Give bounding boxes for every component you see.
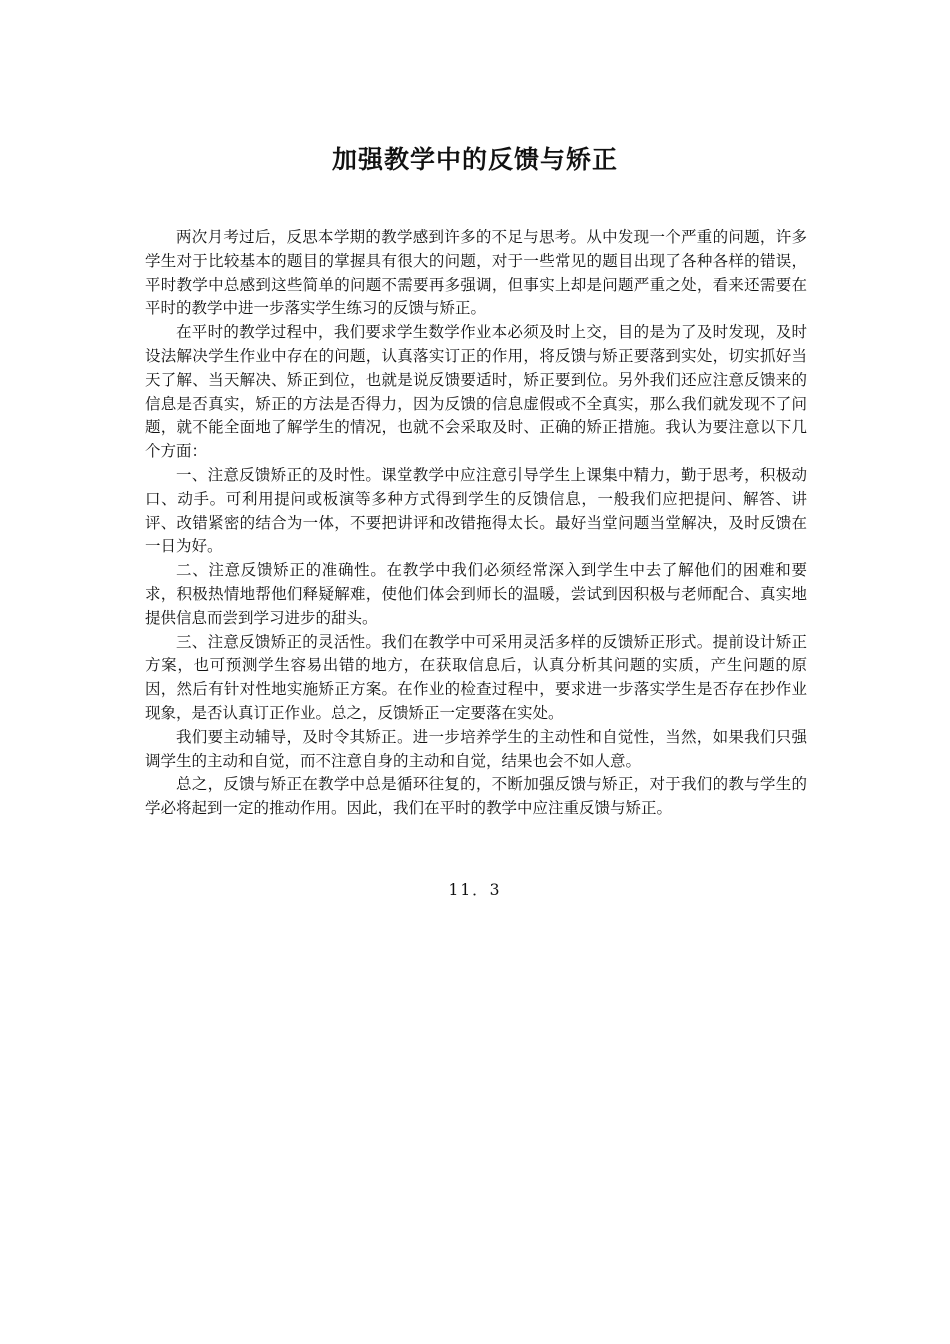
document-body bbox=[145, 226, 807, 821]
paragraph-guidance: 我们要主动辅导，及时令其矫正。进一步培养学生的主动性和自觉性，当然，如果我们只强调学生的主动和自觉，而不注意自身的主动和自觉，结果也会不如人意。 bbox=[145, 727, 807, 770]
paragraph-point-3: 三、注意反馈矫正的灵活性。我们在教学中可采用灵活多样的反馈矫正形式。提前设计矫正方案，也可预测学生容易出错的地方，在获取信息后，认真分析其问题的实质，产生问题的原因，然后有针对性地实施矫正方案。在作业的检查过程中，要求进一步落实学生是否存在抄作业现象，是否认真订正作业。总之，反馈矫正一定要落在实处。 bbox=[145, 632, 807, 722]
paragraph-intro: 两次月考过后，反思本学期的教学感到许多的不足与思考。从中发现一个严重的问题，许多学生对于比较基本的题目的掌握具有很大的问题，对于一些常见的题目出现了各种各样的错误，平时教学中总感到这些简单的问题不需要再多强调，但事实上却是问题严重之处，看来还需要在平时的教学中进一步落实学生练习的反馈与矫正。 bbox=[145, 228, 807, 318]
document-title: 加强教学中的反馈与矫正 bbox=[331, 145, 618, 174]
paragraph-conclusion: 总之，反馈与矫正在教学中总是循环往复的，不断加强反馈与矫正，对于我们的教与学生的学必将起到一定的推动作用。因此，我们在平时的教学中应注重反馈与矫正。 bbox=[145, 775, 807, 818]
paragraph-point-2: 二、注意反馈矫正的准确性。在教学中我们必须经常深入到学生中去了解他们的困难和要求，积极热情地帮他们释疑解难，使他们体会到师长的温暖，尝试到因积极与老师配合、真实地提供信息而尝到学习进步的甜头。 bbox=[145, 561, 807, 627]
paragraph-practice: 在平时的教学过程中，我们要求学生数学作业本必须及时上交，目的是为了及时发现，及时设法解决学生作业中存在的问题，认真落实订正的作用，将反馈与矫正要落到实处，切实抓好当天了解、当天解决、矫正到位，也就是说反馈要适时，矫正要到位。另外我们还应注意反馈来的信息是否真实，矫正的方法是否得力，因为反馈的信息虚假或不全真实，那么我们就发现不了问题，就不能全面地了解学生的情况，也就不会采取及时、正确的矫正措施。我认为要注意以下几个方面： bbox=[145, 323, 807, 461]
document-date: 11．3 bbox=[448, 881, 502, 899]
paragraph-point-1: 一、注意反馈矫正的及时性。课堂教学中应注意引导学生上课集中精力，勤于思考，积极动口、动手。可利用提问或板演等多种方式得到学生的反馈信息，一般我们应把提问、解答、讲评、改错紧密的结合为一体，不要把讲评和改错拖得太长。最好当堂问题当堂解决，及时反馈在一日为好。 bbox=[145, 465, 807, 556]
